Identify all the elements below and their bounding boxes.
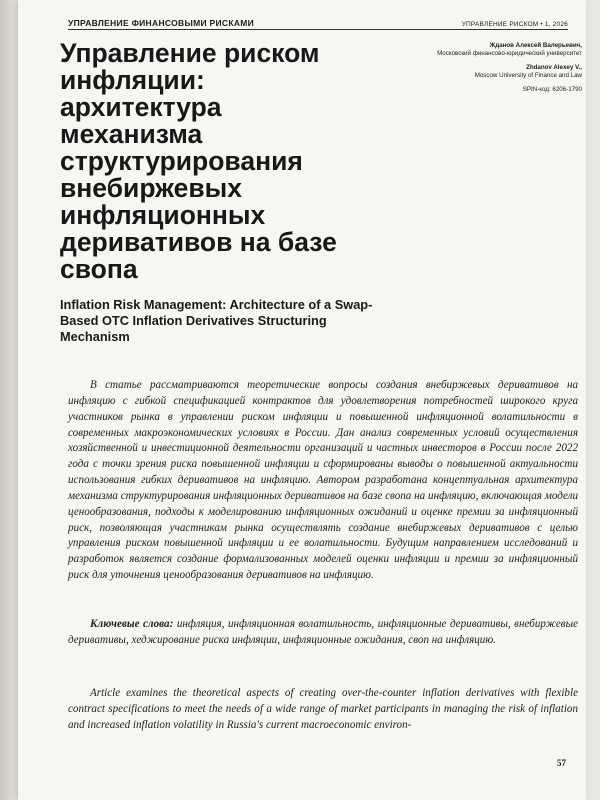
keywords-ru (68, 617, 578, 649)
running-header (68, 18, 568, 30)
author-name-ru: Жданов Алексей Валерьевич, (489, 42, 582, 49)
abstract-en: Article examines the theoretical aspects of creating over-the-counter inflation derivatives with flexible contract specifications to meet the needs of a wide range of market participants in managing the risk of inflation and increased inflation volatility in Russia's current macroeconomic environ- (68, 687, 578, 731)
header-issue-info: УПРАВЛЕНИЕ РИСКОМ • 1, 2026 (461, 21, 568, 28)
page-number: 57 (557, 758, 566, 768)
keywords-text: инфляция, инфляционная волатильность, инфляционные деривативы, внебиржевые деривативы, хеджирование риска инфляции, инфляционные ожидания, своп на инфляцию. (68, 618, 579, 646)
journal-page (18, 0, 586, 800)
page-binding-shadow (0, 0, 18, 800)
keywords-label: Ключевые слова: (90, 618, 174, 630)
author-block (418, 42, 582, 94)
author-spin-code: SPIN-код: 6206-1790 (522, 85, 582, 93)
article-title-ru: Управление риском инфляции: архитектура механизма структурирования внебиржевых инфляционных деривативов на базе свопа (60, 38, 337, 284)
abstract-ru: В статье рассматриваются теоретические вопросы создания внебиржевых деривативов на инфляцию с гибкой спецификацией контрактов для удовлетворения потребностей широкого круга участников рынка в управлении риском инфляции и повышенной инфляционной волатильности в современных макроэкономических условиях в России. Дан анализ современных условий осуществления хозяйственной и инвестиционной деятельности организаций и частных инвесторов в России после 2022 года с точки зрения риска повышенной инфляции и сформированы выводы о повышенной актуальности использования гибких деривативов на инфляцию. Автором разработана концептуальная архитектура механизма структурирования инфляционных деривативов на базе свопа на инфляцию, включающая модели ценообразования, подходы к моделированию инфляционных ожиданий и оценке премии за инфляционный риск, позволяющая участникам рынка осуществлять создание внебиржевых деривативов с целью управления риском повышенной инфляции и ее волатильности. Будущим направлением исследований и разработок является создание формализованных моделей оценки инфляции и премии за инфляционный риск для уточнения ценообразования деривативов на инфляцию. (68, 379, 578, 582)
article-title-en: Inflation Risk Management: Architecture of a Swap-Based OTC Inflation Derivatives Structuring Mechanism (60, 297, 373, 344)
header-section-title: УПРАВЛЕНИЕ ФИНАНСОВЫМИ РИСКАМИ (68, 18, 255, 28)
author-affiliation-en: Moscow University of Finance and Law (474, 72, 582, 80)
author-affiliation-ru: Московский финансово-юридический университет (437, 50, 582, 58)
author-name-en: Zhdanov Alexey V., (526, 63, 582, 71)
